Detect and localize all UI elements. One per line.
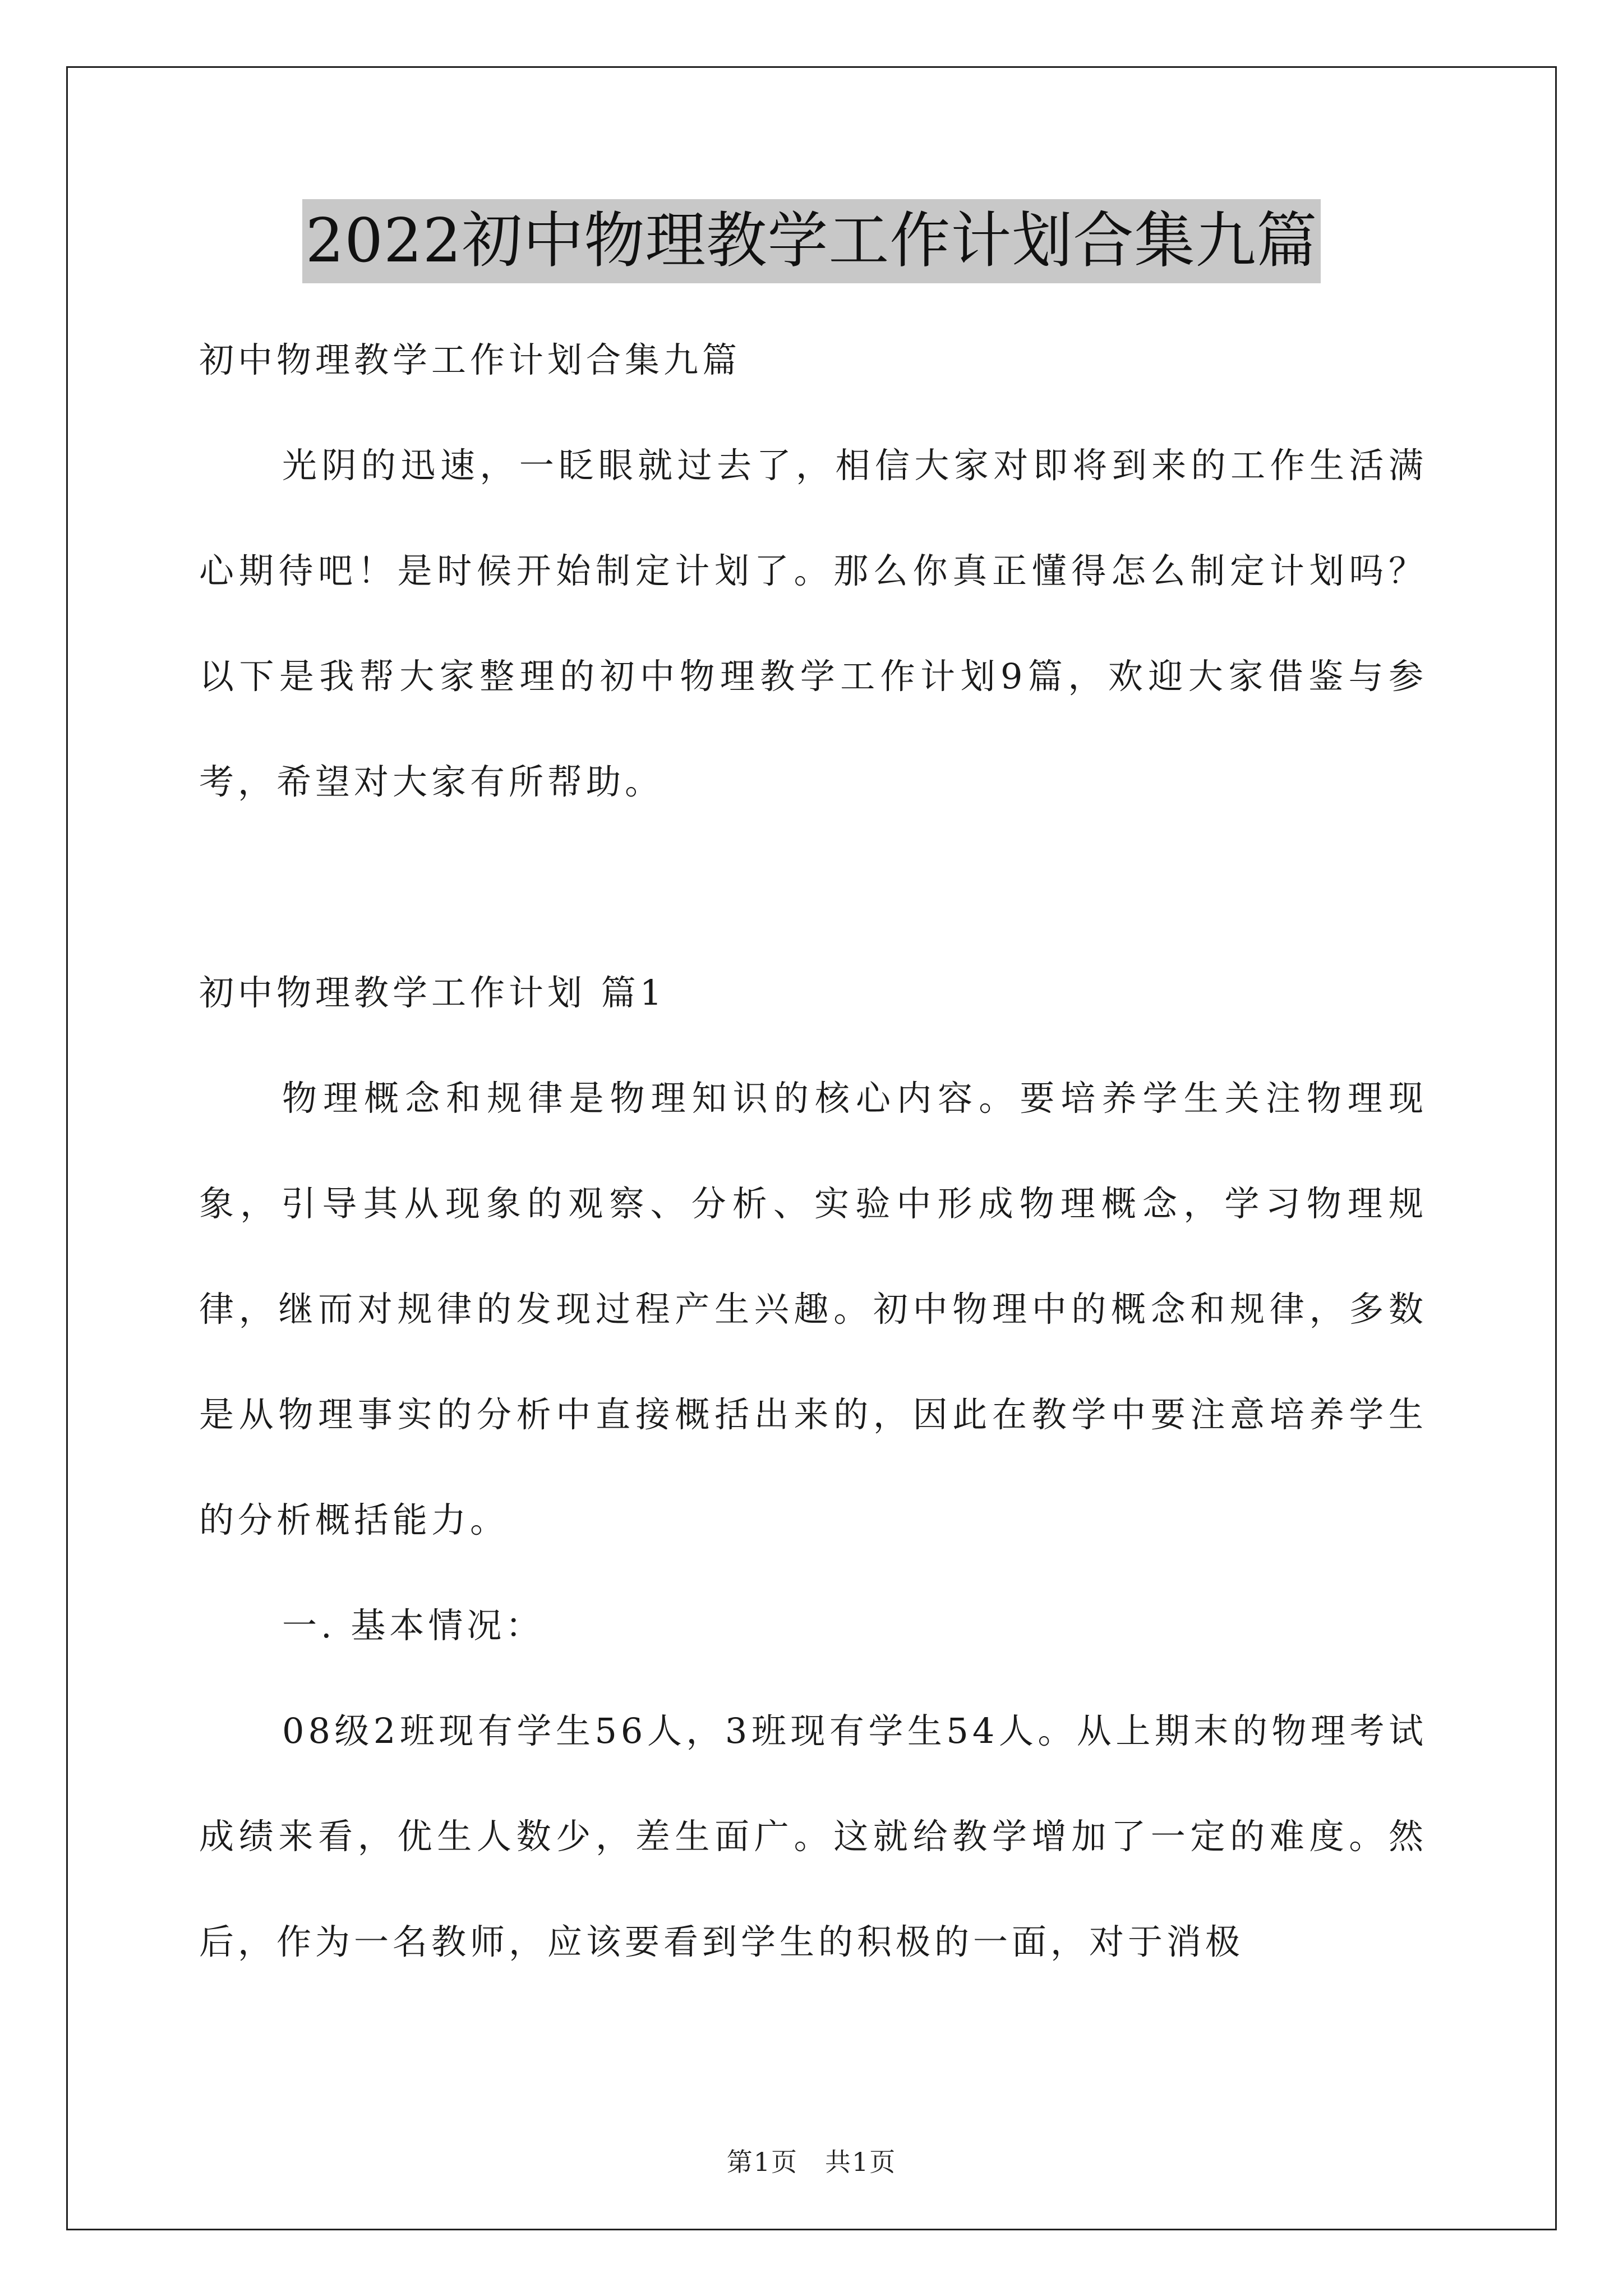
paragraph-gap [199, 835, 1427, 940]
section-heading: 初中物理教学工作计划 篇1 [199, 972, 666, 1013]
item-heading: 一. 基本情况： [282, 1605, 545, 1646]
title-container [0, 199, 1623, 283]
document-title: 2022初中物理教学工作计划合集九篇 [302, 199, 1321, 283]
intro-paragraph: 光阴的迅速，一眨眼就过去了，相信大家对即将到来的工作生活满心期待吧！是时候开始制定计划了。那么你真正懂得怎么制定计划吗？以下是我帮大家整理的初中物理教学工作计划9篇，欢迎大家借鉴与参考，希望对大家有所帮助。 [199, 445, 1427, 802]
body-paragraph-2: 08级2班现有学生56人，3班现有学生54人。从上期末的物理考试成绩来看，优生人数少，差生面广。这就给教学增加了一定的难度。然后，作为一名教师，应该要看到学生的积极的一面，对于消极 [199, 1710, 1427, 1962]
page-footer: 第1页 共1页 [726, 2147, 897, 2177]
body-paragraph-1: 物理概念和规律是物理知识的核心内容。要培养学生关注物理现象，引导其从现象的观察、分析、实验中形成物理概念，学习物理规律，继而对规律的发现过程产生兴趣。初中物理中的概念和规律，多数是从物理事实的分析中直接概括出来的，因此在教学中要注意培养学生的分析概括能力。 [199, 1078, 1427, 1540]
document-body [199, 307, 1427, 1995]
document-subtitle: 初中物理教学工作计划合集九篇 [199, 339, 741, 380]
